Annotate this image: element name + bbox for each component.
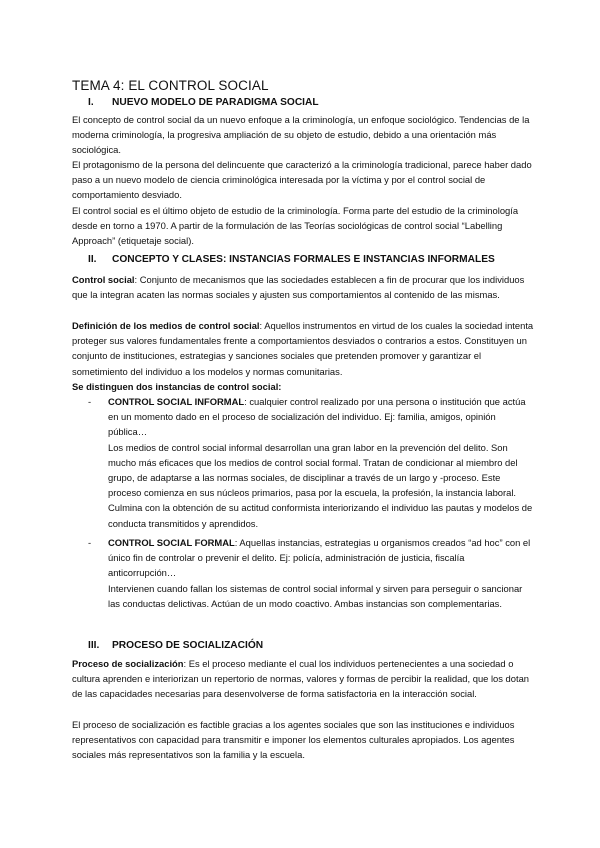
section-heading-2 <box>88 254 495 265</box>
list-item-informal <box>88 394 534 531</box>
term-label: Proceso de socialización <box>72 658 184 669</box>
list-item-body <box>108 394 534 440</box>
document-title: TEMA 4: EL CONTROL SOCIAL <box>72 78 269 93</box>
section-number: III. <box>88 640 100 651</box>
term-label: CONTROL SOCIAL FORMAL <box>108 537 235 548</box>
paragraph-definicion-medios <box>72 318 534 379</box>
list-bullet: - <box>88 537 92 548</box>
list-item-formal <box>88 535 534 611</box>
term-definition: : Es el proceso mediante el cual los individuos pertenecientes a una sociedad o cultura aprenden e interiorizan un repertorio de normas, valores y formas de percibir la realidad, que los dotan de las capacidades necesarias para desenvolverse de forma satisfactoria en la interacción social. <box>72 658 530 700</box>
section-title: PROCESO DE SOCIALIZACIÓN <box>112 640 264 651</box>
term-label: CONTROL SOCIAL INFORMAL <box>108 396 245 407</box>
section-title: CONCEPTO Y CLASES: INSTANCIAS FORMALES E INSTANCIAS INFORMALES <box>112 254 495 265</box>
paragraph-proceso-socializacion <box>72 656 534 702</box>
paragraph: El concepto de control social da un nuevo enfoque a la criminología, un enfoque sociológico. Tendencias de la moderna criminología, la progresiva ampliación de su objeto de estudio, debido a una orientación más sociológica. <box>72 114 530 156</box>
term-definition: : Aquellos instrumentos en virtud de los cuales la sociedad intenta proteger sus valores fundamentales frente a comportamientos desviados o contrarios a estos. Constituyen un conjunto de instituciones, estrategias y sanciones sociales que pretenden promover y garantizar el sometimiento del individuo a los modelos y normas comunitarias. <box>72 320 534 377</box>
paragraph-control-social <box>72 272 534 302</box>
section-heading-1 <box>88 97 319 108</box>
section-heading-3 <box>88 640 263 651</box>
term-definition: : Conjunto de mecanismos que las sociedades establecen a fin de procurar que los individuos que la integran acaten las normas sociales y ajusten sus comportamientos al contenido de las mismas. <box>72 274 525 301</box>
list-item-body <box>108 535 534 581</box>
paragraph: El proceso de socialización es factible gracias a los agentes sociales que son las instituciones e individuos representativos con capacidad para transmitir e imponer los elementos culturales apropiados. Los agentes sociales más representativos son la familia y la escuela. <box>72 719 515 761</box>
term-definition: : Aquellas instancias, estrategias u organismos creados “ad hoc” con el único fin de controlar o prevenir el delito. Ej: policía, administración de justicia, fiscalía anticorrupción… <box>108 537 531 579</box>
paragraph: El control social es el último objeto de estudio de la criminología. Forma parte del estudio de la criminología desde en torno a 1970. A partir de la formulación de las Teorías sociológicas de control social “Labelling Approach” (etiquetaje social). <box>72 205 519 247</box>
section-number: II. <box>88 254 97 265</box>
list-item-paragraph: Intervienen cuando fallan los sistemas de control social informal y sirven para perseguir o sancionar las conductas delictivas. Actúan de un modo coactivo. Ambas instancias son complementarias. <box>108 582 523 609</box>
section-title: NUEVO MODELO DE PARADIGMA SOCIAL <box>112 97 319 108</box>
term-definition: : cualquier control realizado por una persona o institución que actúa en un momento dado en el proceso de socialización del individuo. Ej: familia, amigos, opinión pública… <box>108 396 526 438</box>
term-label: Control social <box>72 274 135 285</box>
paragraph: El protagonismo de la persona del delincuente que caracterizó a la criminología tradicional, parece haber dado paso a un nuevo modelo de ciencia criminológica interesada por la víctima y por el control social de comportamiento desviado. <box>72 159 532 201</box>
term-label: Definición de los medios de control social <box>72 320 260 331</box>
paragraph-distinguen: Se distinguen dos instancias de control social: <box>72 381 282 392</box>
section-number: I. <box>88 97 94 108</box>
list-item-paragraph: Los medios de control social informal desarrollan una gran labor en la prevención del delito. Son mucho más eficaces que los medios de control social formal. Tratan de condicionar al miembro del grupo, de adaptarse a las normas sociales, de disciplinar a través de un largo y -proceso. Este proceso comienza en sus núcleos primarios, pasa por la escuela, la profesión, la instancia laboral. Culmina con la obtención de su actitud conformista interiorizando el individuo las pautas y modelos de conducta transmitidos y aprendidos. <box>108 441 533 529</box>
list-bullet: - <box>88 396 92 407</box>
